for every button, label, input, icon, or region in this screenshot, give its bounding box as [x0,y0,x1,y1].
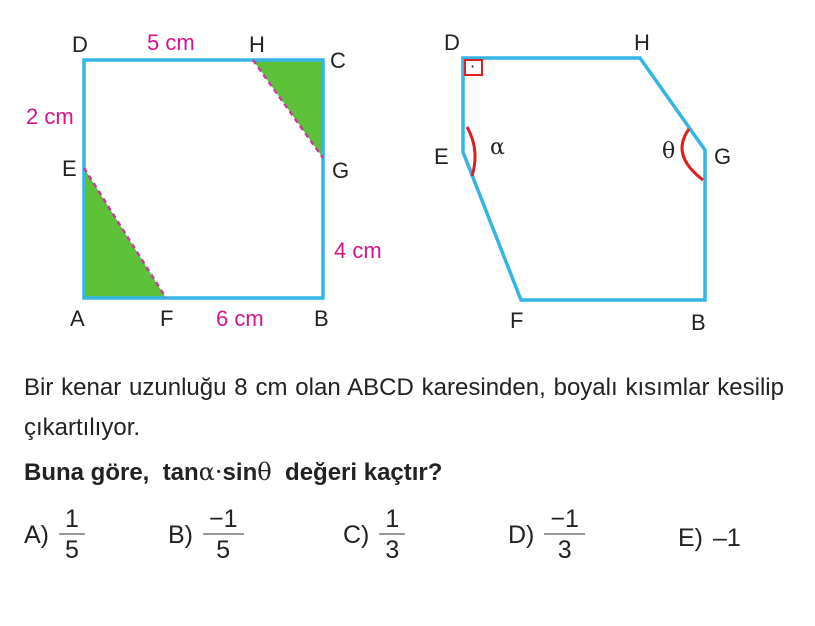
option-a-numerator: 1 [65,505,79,533]
expr-dot: · [214,458,223,486]
option-c-numerator: 1 [385,505,400,533]
option-c-denominator: 3 [385,536,400,564]
question-suffix: değeri kaçtır? [285,459,443,486]
measure-fb: 6 cm [216,306,264,331]
vertex-h-2: H [634,30,650,55]
vertex-f-1: F [160,306,174,331]
vertex-b-1: B [314,306,329,331]
expr-sin: sin [222,459,258,486]
measure-gb: 4 cm [334,238,382,263]
option-d-denominator: 3 [557,536,572,564]
option-b[interactable] [168,505,244,565]
option-e[interactable] [678,524,741,553]
expr-alpha: α [198,458,215,486]
question-text [24,458,442,487]
problem-text: Bir kenar uzunluğu 8 cm olan ABCD karesinden, boyalı kısımlar kesilip çıkartılıyor. [24,374,784,441]
vertex-e-1: E [62,156,77,181]
option-d-numerator: −1 [550,505,579,533]
option-e-letter: E) [678,524,703,552]
vertex-c-1: C [330,48,346,73]
right-angle-dot: · [470,57,476,76]
option-c-letter: C) [343,520,370,549]
figure-square [26,30,382,331]
option-a-fraction [59,505,85,565]
vertex-a-1: A [70,306,85,331]
option-a-denominator: 5 [65,536,79,564]
option-a-letter: A) [24,520,49,549]
expr-theta: θ [257,458,272,486]
vertex-g-2: G [714,144,732,169]
option-b-numerator: −1 [209,505,238,533]
option-b-denominator: 5 [216,536,231,564]
option-a[interactable] [24,505,85,565]
hexagon-outline [463,58,705,300]
alpha-label: α [490,135,505,160]
option-d[interactable] [508,505,585,565]
option-c-fraction [379,505,405,565]
angle-arc-theta [682,129,703,180]
measure-de: 2 cm [26,104,74,129]
option-b-fraction [203,505,244,565]
vertex-b-2: B [691,310,706,335]
vertex-e-2: E [434,144,449,169]
option-b-letter: B) [168,520,193,549]
expr-tan: tan [162,459,199,486]
vertex-d-1: D [72,32,88,57]
vertex-g-1: G [332,158,350,183]
measure-dh: 5 cm [147,30,195,55]
option-d-fraction [544,505,585,565]
vertex-h-1: H [249,32,265,57]
option-e-value: –1 [713,524,741,552]
vertex-d-2: D [444,30,460,55]
option-d-letter: D) [508,520,535,549]
theta-label: θ [662,139,676,164]
figure-hexagon [434,30,731,335]
question-prefix: Buna göre, [24,459,150,486]
option-c[interactable] [343,505,405,565]
vertex-f-2: F [510,308,524,333]
